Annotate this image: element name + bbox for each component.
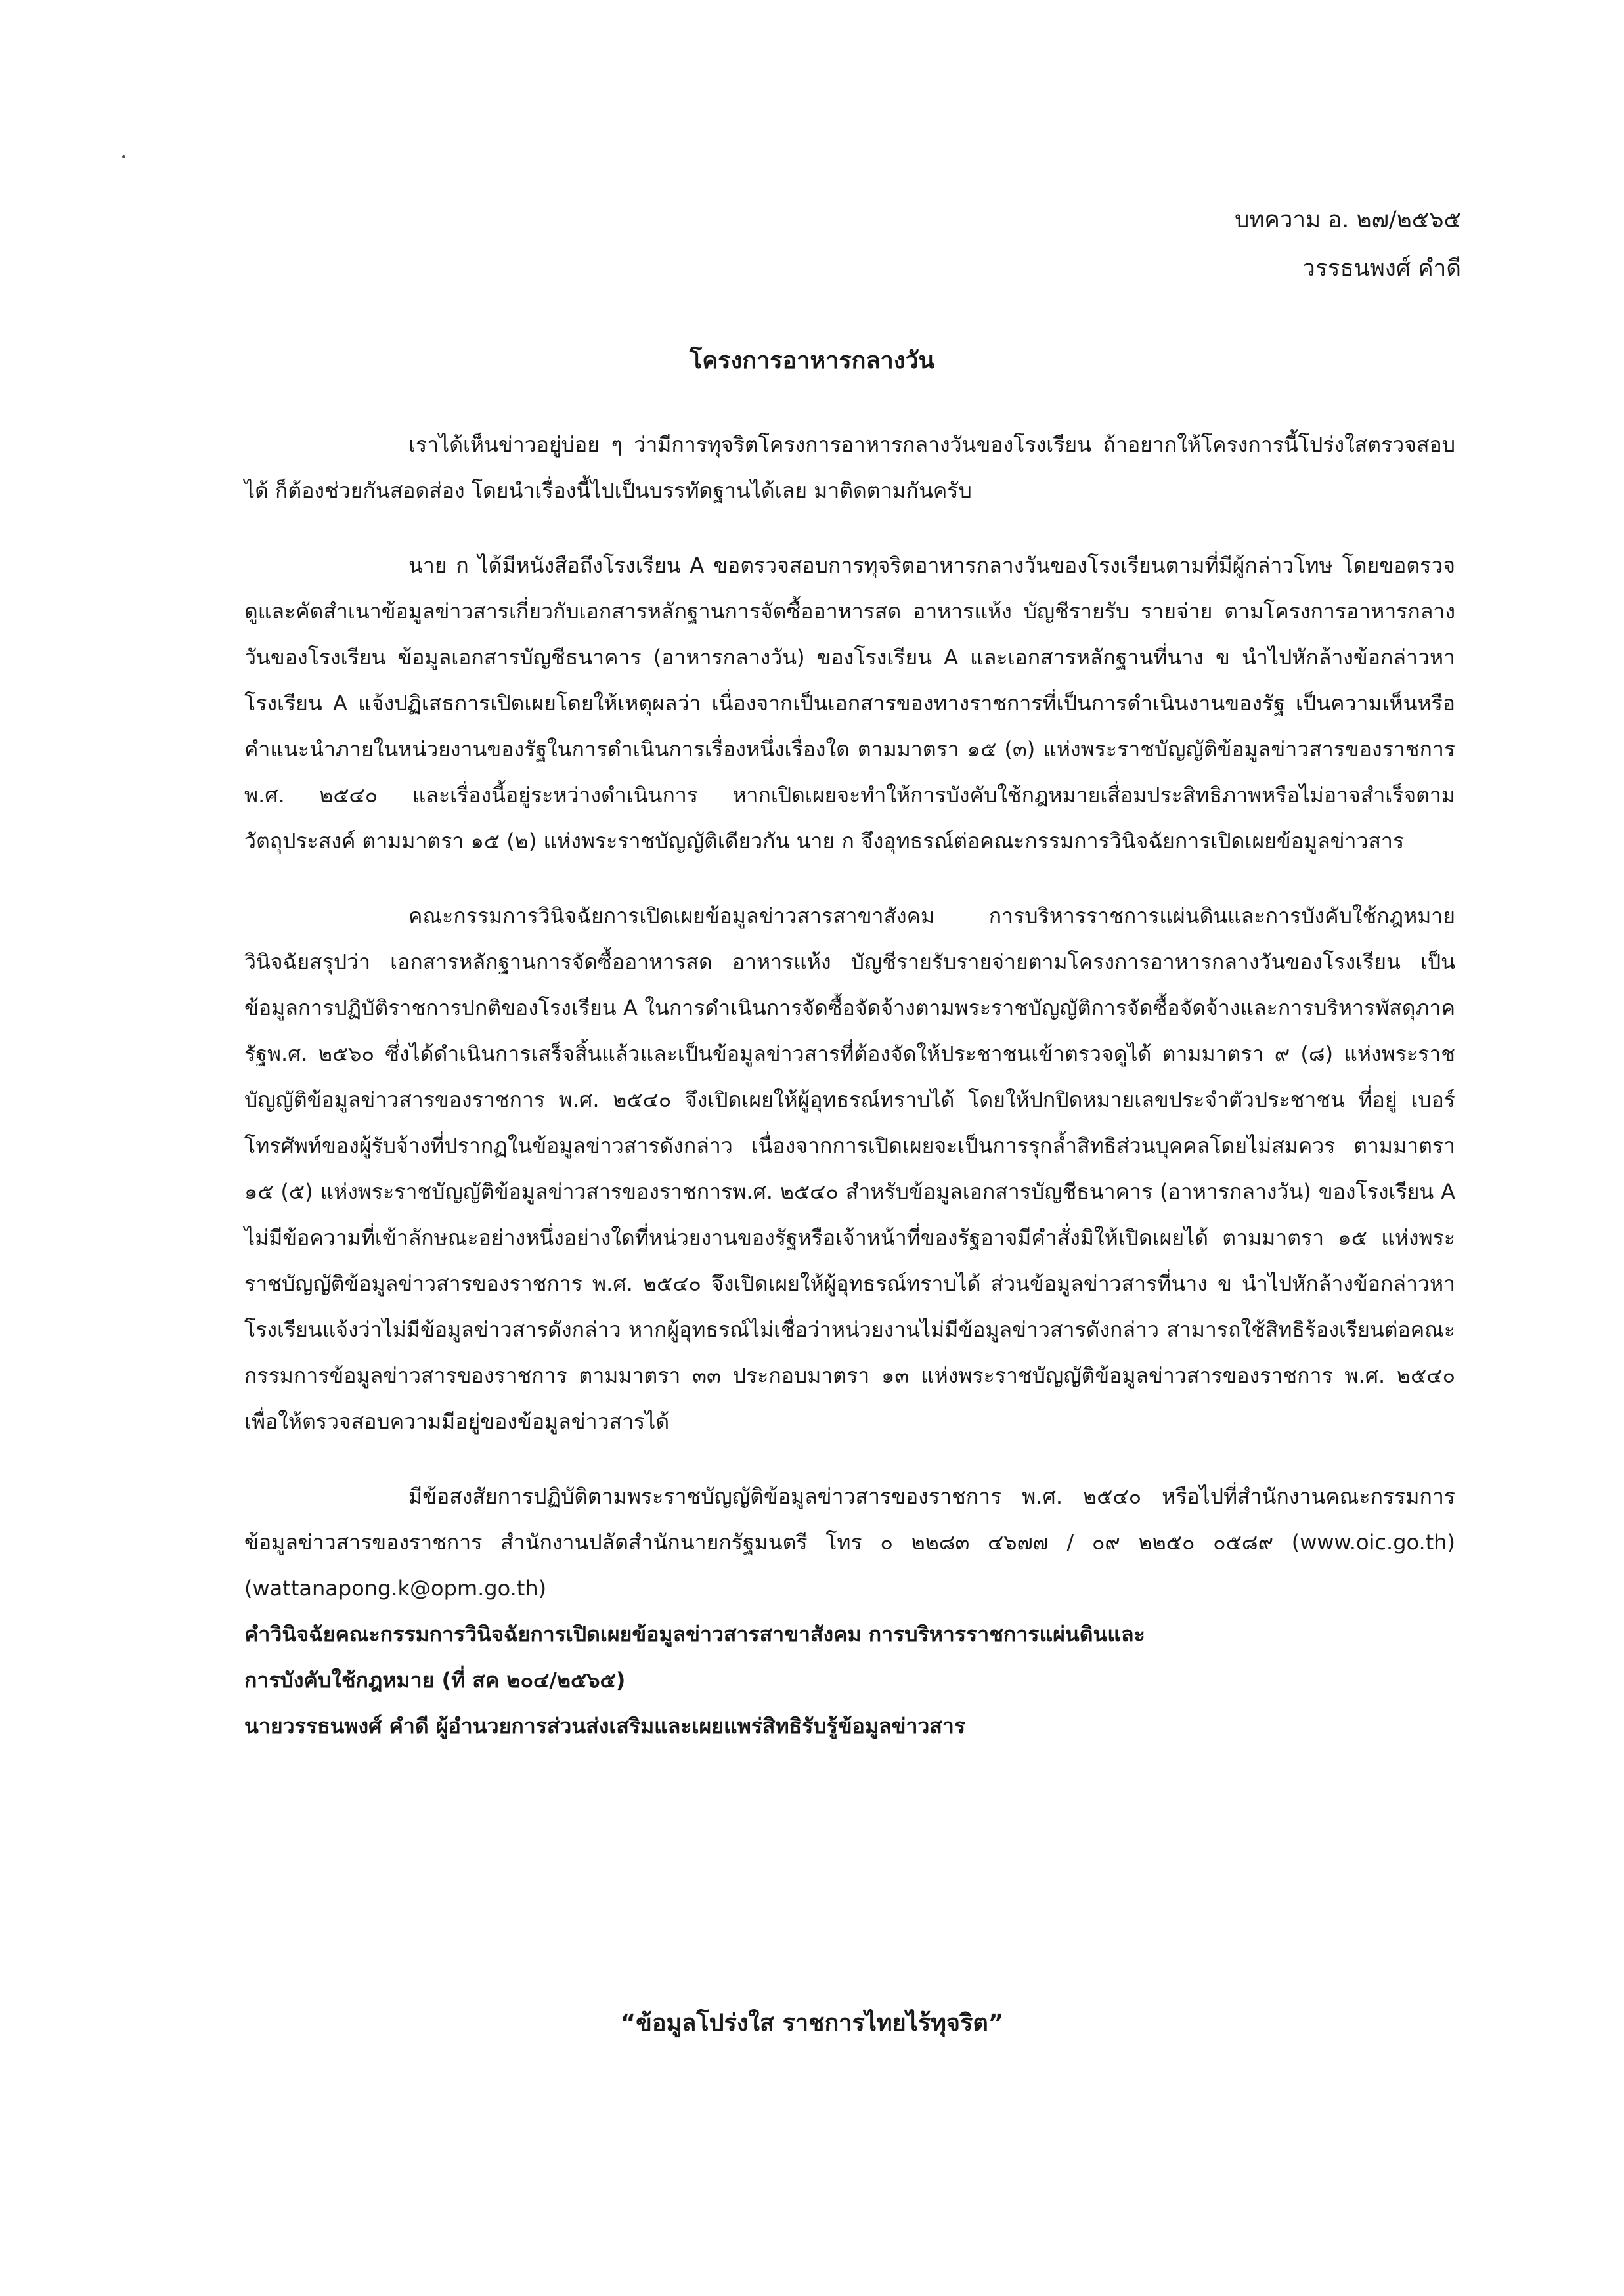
article-title: โครงการอาหารกลางวัน	[689, 347, 935, 374]
slogan: “ข้อมูลโปร่งใส ราชการไทยไร้ทุจริต”	[620, 2010, 1004, 2037]
ruling-author-line: นายวรรธนพงศ์ คำดี ผู้อำนวยการส่วนส่งเสริมและเผยแพร่สิทธิรับรู้ข้อมูลข่าวสาร	[244, 1714, 966, 1739]
ruling-reference-line-1: คำวินิจฉัยคณะกรรมการวินิจฉัยการเปิดเผยข้อมูลข่าวสารสาขาสังคม การบริหารราชการแผ่นดินและ	[244, 1622, 1145, 1647]
article-body	[244, 422, 1455, 1749]
paragraph-intro: เราได้เห็นข่าวอยู่บ่อย ๆ ว่ามีการทุจริตโครงการอาหารกลางวันของโรงเรียน ถ้าอยากให้โครงการนี้โปร่งใสตรวจสอบได้ ก็ต้องช่วยกันสอดส่อง โดยนำเรื่องนี้ไปเป็นบรรทัดฐานได้เลย มาติดตามกันครับ	[244, 432, 1455, 503]
paragraph-contact: มีข้อสงสัยการปฏิบัติตามพระราชบัญญัติข้อมูลข่าวสารของราชการ พ.ศ. ๒๕๔๐ หรือไปที่สำนักงานคณะกรรมการข้อมูลข่าวสารของราชการ สำนักงานปลัดสำนักนายกรัฐมนตรี โทร ๐ ๒๒๘๓ ๔๖๗๗ / ๐๙ ๒๒๕๐ ๐๕๘๙ (www.oic.go.th) (wattanapong.k@opm.go.th)	[244, 1484, 1455, 1601]
paragraph-case: นาย ก ได้มีหนังสือถึงโรงเรียน A ขอตรวจสอบการทุจริตอาหารกลางวันของโรงเรียนตามที่มีผู้กล่าวโทษ โดยขอตรวจดูและคัดสำเนาข้อมูลข่าวสารเกี่ยวกับเอกสารหลักฐานการจัดซื้ออาหารสด อาหารแห้ง บัญชีรายรับ รายจ่าย ตามโครงการอาหารกลางวันของโรงเรียน ข้อมูลเอกสารบัญชีธนาคาร (อาหารกลางวัน) ของโรงเรียน A และเอกสารหลักฐานที่นาง ข นำไปหักล้างข้อกล่าวหา โรงเรียน A แจ้งปฏิเสธการเปิดเผยโดยให้เหตุผลว่า เนื่องจากเป็นเอกสารของทางราชการที่เป็นการดำเนินงานของรัฐ เป็นความเห็นหรือคำแนะนำภายในหน่วยงานของรัฐในการดำเนินการเรื่องหนึ่งเรื่องใด ตามมาตรา ๑๕ (๓) แห่งพระราชบัญญัติข้อมูลข่าวสารของราชการ พ.ศ. ๒๕๔๐ และเรื่องนี้อยู่ระหว่างดำเนินการ หากเปิดเผยจะทำให้การบังคับใช้กฎหมายเสื่อมประสิทธิภาพหรือไม่อาจสำเร็จตามวัตถุประสงค์ ตามมาตรา ๑๕ (๒) แห่งพระราชบัญญัติเดียวกัน นาย ก จึงอุทธรณ์ต่อคณะกรรมการวินิจฉัยการเปิดเผยข้อมูลข่าวสาร	[244, 553, 1456, 854]
article-author: วรรธนพงศ์ คำดี	[1302, 255, 1461, 282]
scan-speck	[122, 155, 125, 158]
article-header	[1235, 196, 1461, 293]
ruling-reference-line-2: การบังคับใช้กฎหมาย (ที่ สค ๒๐๔/๒๕๖๕)	[244, 1668, 626, 1693]
article-reference: บทความ อ. ๒๗/๒๕๖๕	[1235, 207, 1461, 233]
ruling-reference	[244, 1611, 1455, 1749]
paragraph-ruling: คณะกรรมการวินิจฉัยการเปิดเผยข้อมูลข่าวสารสาขาสังคม การบริหารราชการแผ่นดินและการบังคับใช้กฎหมาย วินิจฉัยสรุปว่า เอกสารหลักฐานการจัดซื้ออาหารสด อาหารแห้ง บัญชีรายรับรายจ่ายตามโครงการอาหารกลางวันของโรงเรียน เป็นข้อมูลการปฏิบัติราชการปกติของโรงเรียน A ในการดำเนินการจัดซื้อจัดจ้างตามพระราชบัญญัติการจัดซื้อจัดจ้างและการบริหารพัสดุภาครัฐพ.ศ. ๒๕๖๐ ซึ่งได้ดำเนินการเสร็จสิ้นแล้วและเป็นข้อมูลข่าวสารที่ต้องจัดให้ประชาชนเข้าตรวจดูได้ ตามมาตรา ๙ (๘) แห่งพระราชบัญญัติข้อมูลข่าวสารของราชการ พ.ศ. ๒๕๔๐ จึงเปิดเผยให้ผู้อุทธรณ์ทราบได้ โดยให้ปกปิดหมายเลขประจำตัวประชาชน ที่อยู่ เบอร์โทรศัพท์ของผู้รับจ้างที่ปรากฏในข้อมูลข่าวสารดังกล่าว เนื่องจากการเปิดเผยจะเป็นการรุกล้ำสิทธิส่วนบุคคลโดยไม่สมควร ตามมาตรา ๑๕ (๕) แห่งพระราชบัญญัติข้อมูลข่าวสารของราชการพ.ศ. ๒๕๔๐ สำหรับข้อมูลเอกสารบัญชีธนาคาร (อาหารกลางวัน) ของโรงเรียน A ไม่มีข้อความที่เข้าลักษณะอย่างหนึ่งอย่างใดที่หน่วยงานของรัฐหรือเจ้าหน้าที่ของรัฐอาจมีคำสั่งมิให้เปิดเผยได้ ตามมาตรา ๑๕ แห่งพระราชบัญญัติข้อมูลข่าวสารของราชการ พ.ศ. ๒๕๔๐ จึงเปิดเผยให้ผู้อุทธรณ์ทราบได้ ส่วนข้อมูลข่าวสารที่นาง ข นำไปหักล้างข้อกล่าวหา โรงเรียนแจ้งว่าไม่มีข้อมูลข่าวสารดังกล่าว หากผู้อุทธรณ์ไม่เชื่อว่าหน่วยงานไม่มีข้อมูลข่าวสารดังกล่าว สามารถใช้สิทธิร้องเรียนต่อคณะกรรมการข้อมูลข่าวสารของราชการ ตามมาตรา ๓๓ ประกอบมาตรา ๑๓ แห่งพระราชบัญญัติข้อมูลข่าวสารของราชการ พ.ศ. ๒๕๔๐ เพื่อให้ตรวจสอบความมีอยู่ของข้อมูลข่าวสารได้	[244, 903, 1456, 1434]
